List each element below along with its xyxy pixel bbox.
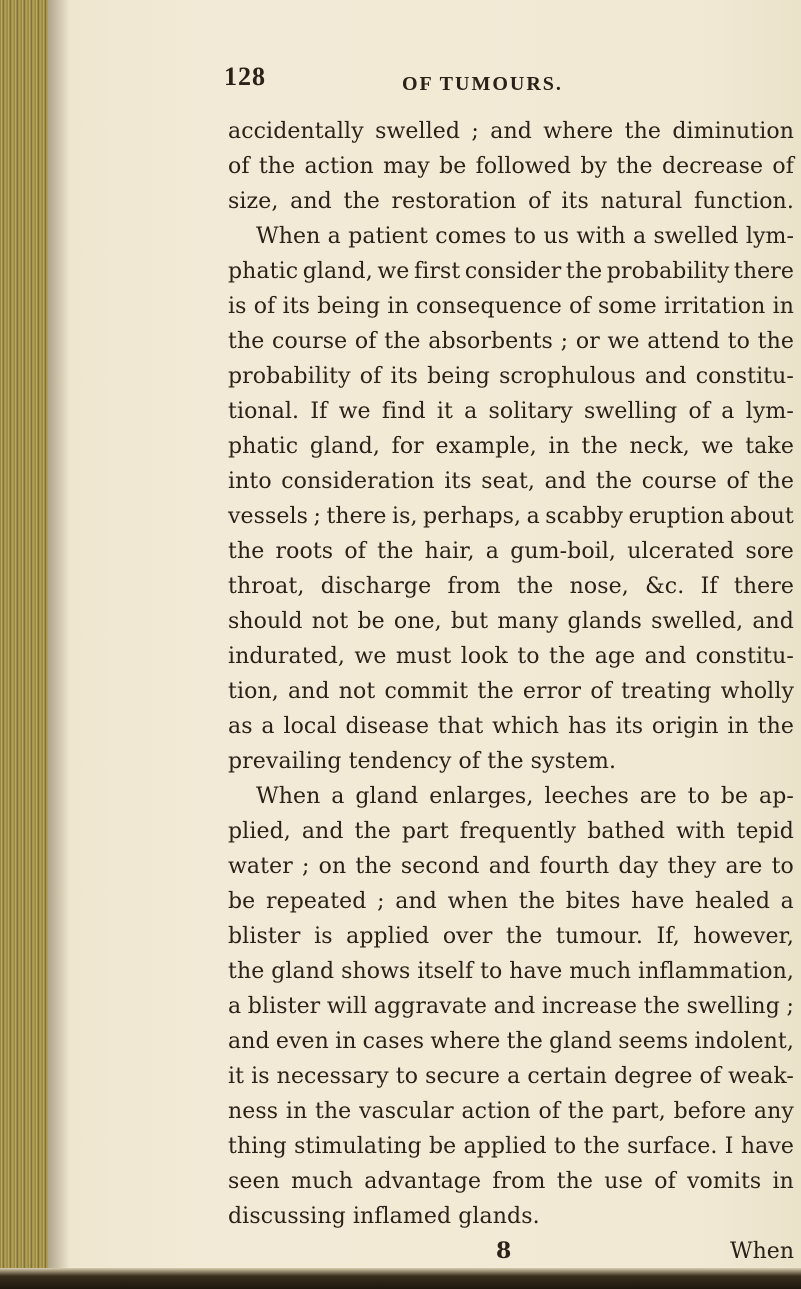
text-line: the roots of the hair, a gum-boil, ulcerated sore <box>228 539 794 564</box>
text-line: phatic gland, we first consider the probability there <box>228 259 794 284</box>
text-line: be repeated ; and when the bites have healed a <box>228 889 794 914</box>
page-number: 128 <box>224 62 266 91</box>
text-line: discussing inflamed glands. <box>228 1204 540 1229</box>
text-line: When a patient comes to us with a swelled lym- <box>256 224 794 249</box>
page-bottom-edge <box>0 1268 801 1289</box>
text-line: into consideration its seat, and the course of the <box>228 469 794 494</box>
text-line: indurated, we must look to the age and constitu- <box>228 644 794 669</box>
text-line: vessels ; there is, perhaps, a scabby eruption about <box>228 504 794 529</box>
text-line: tion, and not commit the error of treating wholly <box>228 679 794 704</box>
text-line: phatic gland, for example, in the neck, we take <box>228 434 794 459</box>
text-line: it is necessary to secure a certain degree of weak- <box>228 1064 794 1089</box>
running-head: OF TUMOURS. <box>402 73 563 95</box>
text-line: tional. If we find it a solitary swelling of a lym- <box>228 399 794 424</box>
text-line: prevailing tendency of the system. <box>228 749 617 774</box>
text-line: as a local disease that which has its origin in the <box>228 714 794 739</box>
text-line: ness in the vascular action of the part, before any <box>228 1099 794 1124</box>
text-line: and even in cases where the gland seems indolent, <box>228 1029 794 1054</box>
text-line: probability of its being scrophulous and constitu- <box>228 364 794 389</box>
text-line: thing stimulating be applied to the surface. I have <box>228 1134 794 1159</box>
text-line: is of its being in consequence of some irritation in <box>228 294 794 319</box>
text-line: plied, and the part frequently bathed with tepid <box>228 819 794 844</box>
signature-mark: 8 <box>496 1238 512 1264</box>
text-line: seen much advantage from the use of vomits in <box>228 1169 794 1194</box>
footer-line <box>228 1234 794 1269</box>
text-line: When a gland enlarges, leeches are to be ap- <box>256 784 794 809</box>
text-line: a blister will aggravate and increase the swelling ; <box>228 994 794 1019</box>
text-line: size, and the restoration of its natural function. <box>228 189 794 214</box>
book-spine-edge <box>0 0 48 1289</box>
text-line: should not be one, but many glands swelled, and <box>228 609 794 634</box>
text-line: the gland shows itself to have much inflammation, <box>228 959 794 984</box>
text-line: blister is applied over the tumour. If, however, <box>228 924 794 949</box>
text-line: of the action may be followed by the decrease of <box>228 154 794 179</box>
text-line: accidentally swelled ; and where the diminution <box>228 119 794 144</box>
body-text <box>228 114 794 1264</box>
text-line: the course of the absorbents ; or we attend to the <box>228 329 794 354</box>
page-header <box>224 62 744 102</box>
text-line: water ; on the second and fourth day they are to <box>228 854 794 879</box>
catchword: When <box>730 1239 794 1264</box>
text-line: throat, discharge from the nose, &c. If there <box>228 574 794 599</box>
gutter-shadow <box>48 0 70 1289</box>
